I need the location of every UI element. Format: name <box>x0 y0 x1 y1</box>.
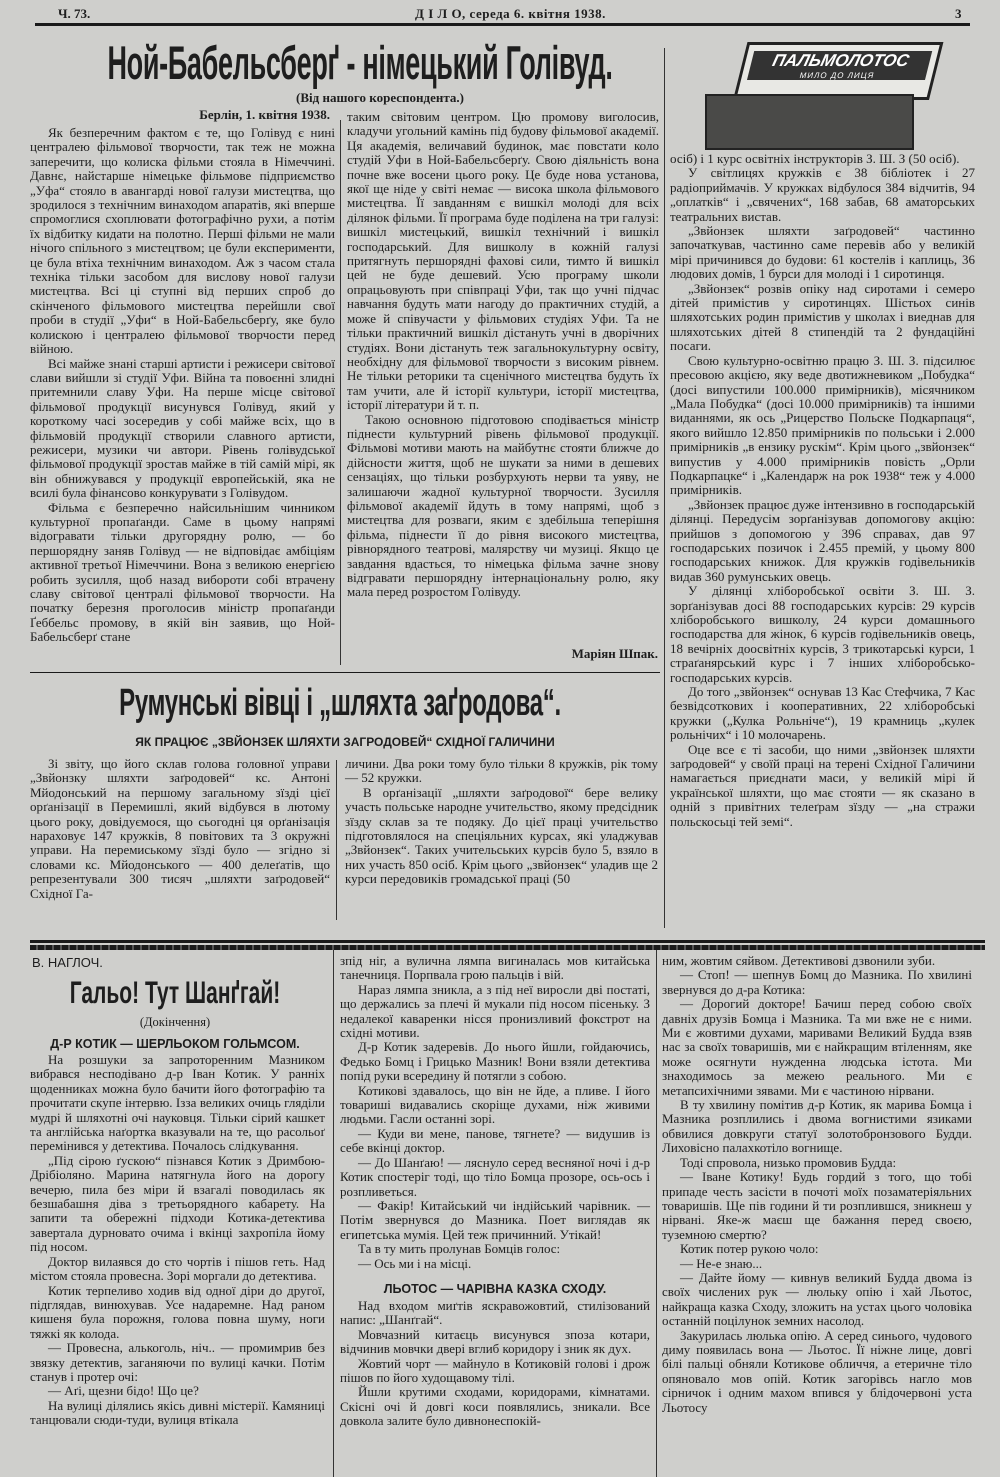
paragraph: — Дайте йому — кивнув великий Будда двома із своїх числених рук — люльку опію і хай Льотос, найкраща казка Сходу, зложить на устах цього чоловіка останній поцілунок земних насолод. <box>662 1269 972 1329</box>
page-number: 3 <box>955 6 962 21</box>
story-column-2 <box>340 954 650 1429</box>
masthead: Д І Л О, середа 6. квітня 1938. <box>415 6 606 21</box>
soap-box-top <box>733 42 943 100</box>
paragraph: зпід ніг, а вулична лямпа вигиналась мов китайська танечниця. Порпвала грою пальців і вій. <box>340 953 650 983</box>
section-divider <box>30 940 985 943</box>
ad-brand: ПАЛЬМОЛОТОС <box>749 51 932 71</box>
paragraph: У світлицях кружків є 38 бібліотек і 27 радіоприймачів. У кружках відбулося 384 відчитів, 94 „оплатків“ і „свячених“, 168 забав, 68 аматорських театральних вистав. <box>670 165 975 224</box>
paragraph: — Аґі, щезни бідо! Що це? <box>48 1383 199 1399</box>
paragraph: — Дорогий докторе! Бачиш перед собою своїх давніх друзів Бомца і Мазника. Та ми вже не є ними. Ми є жовтими духами, маривами Великий Будда взяв нас за своїх товаришів, ми є найкращим втіленням, яке може осягнути нужденна людська істота. Ми знаходимось за межею реального. Ми є метапсихічними зявами. Ми є частиною нірвани. <box>662 996 972 1098</box>
column-divider <box>336 760 337 920</box>
paragraph: — Стоп! — шепнув Бомц до Мазника. По хвилині звернувся до д-ра Котика: <box>662 967 972 997</box>
paragraph: На розшуки за запроторенним Мазником вибрався несподівано д-р Іван Котик. У ранніх щоденниках можна було бачити його фотографію та прочитати скупе інтервю. Ізза великих очиць гляділи мудрі й шляхотні очі науковця. Тільки сірий кашкет та англійська наґортка вказували на те, що расольоґ перемінився у детектива. Почалось слідкування. <box>30 1052 325 1154</box>
paragraph: осіб) і 1 курс освітніх інструкторів З. Ш. З (50 осіб). <box>670 151 960 166</box>
column-divider <box>340 120 341 665</box>
paragraph: Тоді спровола, низько промовив Будда: <box>680 1154 897 1170</box>
paragraph: Жовтий чорт — майнуло в Котиковій голові і дрож пішов по його худощавому тілі. <box>340 1355 650 1385</box>
paragraph: Всі майже знані старші артисти і режисери світової слави вийшли зі студії Уфи. Війна та повоєнні злидні притемнили славу Уфи. На перше місце світової фільмової продукції висунувся Голівуд, який у короткому часі зосередив у собі майже всіх, що в фільмовій продукції створили славного артисти, режисери, музики чи автори. Рівень голівудської фільмової продукції зростав майже в тій самій мірі, як він обнижувався у продукції европейській, яка не всилі була фінансово конкурувати з Голівудом. <box>30 355 335 501</box>
story-column-3 <box>662 954 972 1415</box>
article1-title: Ной-Бабельсберґ - німецький Голівуд. <box>107 36 613 90</box>
article2-column-3 <box>670 152 975 829</box>
article1-column-1 <box>30 126 335 645</box>
story-column-2-part-2 <box>340 1299 650 1429</box>
paragraph: „Звйонзек працює дуже інтензивно в господарській ділянці. Передусім зорґанізував допомогову акцію: прийшов з допомогою у 396 справах, дав 97 господарських позичок і 2.455 премій, у цьому 800 господарських книжок. Для кружків годівельників видав 360 румунських овець. <box>670 496 975 584</box>
paragraph: — До Шанґаю! — ляснуло серед весняної ночі і д-р Котик спостеріг тоді, що тіло Бомца прозоре, ось-ось і розпливеться. <box>340 1154 650 1199</box>
paragraph: „Під сірою ґускою“ пізнався Котик з Дримбою-Дрібіоляно. Марина натягнула його на дорогу вечерю, пила без міри й взагалі поводилась як безшабашня діва з третьорядного кабарету. На запити та обережні підходи Котика-детектива завертала дурновато очима і вкінці захропіла йому під носом. <box>30 1152 325 1255</box>
article2-column-2 <box>345 757 658 887</box>
ad-tagline: МИЛО ДО ЛИЦЯ <box>747 71 927 80</box>
paragraph: До того „звйонзек“ оснував 13 Кас Стефчика, 7 Кас безвідсоткових і кооперативних, 22 хліборобські кружки („Кулка Рольніче“), 19 крамниць „кулек рольнічих“ і 10 молочарень. <box>670 684 975 743</box>
soap-box-front <box>705 94 914 150</box>
paragraph: У ділянці хліборобської освіти З. Ш. З. зорґанізував досі 88 господарських курсів: 29 курсів хліборобського вишколу, 24 курси домашнього господарства для жінок, 6 курсів годівельників овець, 18 вечірніх доосвітніх курсів, 3 трикотарські курси, 1 страґанярський курс і 7 інших хліборобсько-господарських курсів. <box>670 583 975 685</box>
paragraph: Над входом миґтів яскравожовтий, стилізований напис: „Шанґгай“. <box>340 1297 650 1328</box>
paragraph: личини. Два роки тому було тільки 8 кружків, рік тому — 52 кружки. <box>345 756 658 786</box>
paragraph: Такою основною підготовою сподівається міністр піднести культурний рівень фільмової продукції. Фільмові мотиви мають на майбутнє стояти ближче до дійсности життя, щоб не шукати за ними в дешевих сензаціях, що тільки розбурхують нерви та уяву, не залишаючи жадної культурної творчости. Зусилля фільмової академії йдуть в тому напрямі, щоб з мистецтва для розваги, яким є здебільша теперішня фільма, піднести її до рівня високого мистецтва, рівнорядного театрові, малярству чи музиці. Якщо це завдання вдасться, то німецька фільма зачне знову відгравати першорядну інтернаціональну ролю, яку мала перед розростом Голівуду. <box>347 411 659 600</box>
paragraph: Оце все є ті засоби, що ними „звйонзек шляхти заґродовей“ у своїй праці на терені Східної Галичини намагається приєднати маси, у великій мірі й української шляхти, що має стояти — як сказано в одній з привітних телеґрам зїзду — „на стражи польскосьці тей земі“. <box>670 741 975 829</box>
paragraph: Йшли крутими сходами, коридорами, кімнатами. Скісні очі й довгі коси появлялись, зникали. Все довкола залите було дивнонеспокій- <box>340 1384 650 1429</box>
header-rule <box>35 23 970 26</box>
issue-number: Ч. 73. <box>58 6 91 21</box>
paragraph: ним, жовтим сяйвом. Детективові дзвонили зуби. <box>662 953 936 968</box>
paragraph: — Іване Котику! Будь гордий з того, що тобі припаде честь засісти в почоті моїх позаматеріяльних товаришів. Ще пів години й ти розплившся, зникнеш у нірвані. Яке-ж маєш ще бажання перед своєю, туземною смертю? <box>662 1169 972 1242</box>
story-column-1 <box>30 1053 325 1428</box>
article1-column-2 <box>347 110 659 600</box>
article1-byline: (Від нашого кореспондента.) <box>296 90 464 105</box>
column-divider <box>656 950 657 1477</box>
paragraph: Зі звіту, що його склав голова головної управи „Звйонзку шляхти заґродовей“ кс. Антоні Мйодонський на першому загальному зїзді цієї орґанізації в Перемишлі, який відбувся в лютому цього року, довідуємося, що сьогодні ця орґанізація нараховує 147 кружків, 8 повітових та 3 окружні управи. На перемиському зїзді було — згідно зі словами кс. Мйодонського — 400 делеґатів, що репрезентували 300 тисяч „шляхти заґродовей“ Східної Га- <box>30 756 330 901</box>
paragraph: таким світовим центром. Цю промову виголосив, кладучи угольний камінь під будову фільмової академії. Ця академія, величавий будинок, має повстати коло студій Уфи в Ной-Бабельсберґу. Свою діяльність вона почне вже восени цього року. Це буде нова установа, якої ще ніде у світі немає — висока школа фільмового мистецтва. Її завданням є вишкіл молоді для всіх ділянок фільми. Її програма буде поділена на три галузі: вишкіл мистецький, вишкіл технічний і вишкіл господарський. Для вишколу в кожній галузі притягнуть першорядні фахові сили, тимто й вишкіл цей не буде дешевий. Усю програму школи опрацьовують при співпраці Уфи, так що учні підчас навчання будуть мати нагоду до практичних студій, а може й співучасти у фільмових студіях Уфи. Та не тільки практичний вишкіл дістануть учні в дворічних студіях. Вони дістануть теж загальнокультурну освіту, необхідну для фільмової творчости з високим рівнем. Не тільки реторики та сценічного мистецтва будуть їх там учити, але й історії культури, історії мистецтва, історії літератури й т. п. <box>347 109 659 413</box>
paragraph: „Звйонзек шляхти заґродовей“ частинно започаткував, частинно саме перевів або у великій мірі причинився до будови: 61 костелів і каплиць, 36 людових домів, 1 бурси для молоді і 1 сиротинця. <box>670 223 975 282</box>
story-section-heading-2: ЛЬОТОС — ЧАРІВНА КАЗКА СХОДУ. <box>383 1281 607 1296</box>
story-author: В. НАГЛОЧ. <box>32 955 103 970</box>
story-note: (Докінчення) <box>139 1015 211 1029</box>
story-section-heading-1: Д-Р КОТИК — ШЕРЛЬОКОМ ГОЛЬМСОМ. <box>50 1037 300 1051</box>
paragraph: Нараз лямпа зникла, а з під неї виросли дві постаті, що держались за плечі й мукали під носом пісеньку. З недалекої каваренки нісся пронизливий фокстрот на східні мотиви. <box>340 981 650 1041</box>
paragraph: Як безперечним фактом є те, що Голівуд є нині централею фільмової творчости, так теж не можна заперечити, що колиска фільми стояла в Німеччині. Давнє, найстарше німецьке фільмове підприємство „Уфа“ стояло в авангарді нової галузи мистецтва, що зродилося з технічним винаходом апаратів, які вперше спромоглися схоплювати фотографічно рухи, а потім їх відбитку кидати на полотно. Перші фільми не мали нічого спільного з мистецтвом; це були експерименти, це була втіха технічним винаходом. Аж з часом стала техніка тільки засобом для вислову нової галузи мистецтва. Всі ці ступні від перших спроб до скінченого фільмового мистецтва перейшли свої проби в студії „Уфи“ в Ной-Бабельсберґу, яке було колискою і централею фільмової творчости перед війною. <box>30 125 335 357</box>
paragraph: На вулиці ділялись якісь дивні містерії. Камяниці танцювали сюди-туди, вулиця втікала <box>30 1397 325 1428</box>
section-divider-pattern <box>30 945 985 950</box>
article2-title: Румунські вівці і „шляхта заґродова“. <box>119 681 561 725</box>
palmolive-soap-ad[interactable] <box>705 42 935 150</box>
paragraph: — Ось ми і на місці. <box>358 1255 472 1271</box>
paragraph: „Звйонзек“ розвів опіку над сиротами і семеро дітей примістив у сиротинцях. Шістьох синів шляхотських родин примістив у школах і виеднав для шляхотських дітей 8 стипендій та 2 фундаційні посаги. <box>670 280 975 354</box>
paragraph: Котик потер рукою чоло: <box>680 1241 819 1257</box>
paragraph: В орґанізації „шляхти заґродової“ бере велику участь польське народне учительство, якому предсідник зїзду склав за те подяку. До цієї праці учительство підготовлялося на спеціяльних курсах, які уладжував „Звйонзек“. Таких учительських курсів було 5, взяло в них участь 850 осіб. Крім цього „звйонзек“ уладив ще 2 курси передовиків громадської праці (50 <box>345 784 658 887</box>
story-column-2-part-1 <box>340 954 650 1271</box>
paragraph: Закурилась люлька опію. А серед синього, чудового диму появилась вона — Льотос. Її ніжне лице, довгі білі пальці обняли Котикове обличчя, а етеричне тіло опяновало мов опій. Котик загорівсь нагло мов сірничок і одним махом впився у блідочервоні уста Льотосу <box>662 1327 972 1415</box>
paragraph: — Факір! Китайський чи індійський чарівник. — Потім звернувся до Мазника. Поет виглядав як египетська мумія. Цей теж причинний. Утікай! <box>340 1197 650 1242</box>
paragraph: Доктор вилаявся до сто чортів і пішов геть. Над містом стояла провесна. Зорі моргали до детектива. <box>30 1253 325 1284</box>
paragraph: Д-р Котик задеревів. До нього йшли, гойдаючись, Федько Бомц і Грицько Мазник! Вони взяли детектива попід руки всередину й потягли з собою. <box>340 1039 650 1084</box>
paragraph: — Куди ви мене, панове, тягнете? — видушив із себе вкінці доктор. <box>340 1125 650 1156</box>
story-title: Гальо! Тут Шанґгай! <box>69 976 281 1011</box>
article1-dateline: Берлін, 1. квітня 1938. <box>199 107 330 122</box>
paragraph: Фільма є безперечно найсильнішим чинником культурної пропаґанди. Саме в цьому напрямі відогравати тільки другорядну ролю, — бо першорядну заняв Голівуд — не відповідає амбіціям активної третьої Німеччини. Вона з великою енергією робить зусилля, щоб назад вибороти собі втрачену славу світової централі фільмової творчости. На початку березня проголосив міністр пропаґанди Ґеббельс промову, в якій він заявив, що Ной-Бабельсберґ стане <box>30 499 335 645</box>
paragraph: Та в ту мить пролунав Бомців голос: <box>358 1241 561 1257</box>
paragraph: Котик терпеливо ходив від одної діри до другої, підглядав, винюхував. Усе надаремне. Над раном кишеня була порожня, голова повна шуму, ноги тяжкі як колода. <box>30 1282 325 1341</box>
article2-subtitle: ЯК ПРАЦЮЄ „ЗВЙОНЗЕК ШЛЯХТИ ЗАГРОДОВЕЙ“ СХІДНОЇ ГАЛИЧИНИ <box>135 735 555 749</box>
article2-column-1 <box>30 757 330 901</box>
section-rule <box>30 672 660 673</box>
paragraph: — Не-е знаю... <box>680 1255 763 1271</box>
paragraph: Котикові здавалось, що він не йде, а пливе. І його товариші видавались скоріще духами, ніж живими людьми. Гасли останні зорі. <box>340 1082 650 1127</box>
paragraph: Мовчазний китаєць висунувся зпоза котари, відчинив мовчки двері вглиб коридору і зник як дух. <box>340 1326 650 1357</box>
paragraph: Свою культурно-освітню працю З. Ш. З. підсилює пресовою акцією, яку веде двотижневиком „Побудка“ (досі випустили 100.000 примірників), місячником „Мала Побудка“ (досі 10.000 примірників) та іншими виданнями, як ось „Рицерство Польске Подкарпаця“, якого вийшло 12.850 примірників по польськи і 2.000 примірників „в ензику рускім“. Крім цього „звйонзек“ випустив у 4.000 примірників повість „Орли Подкарпацке“ і „Календарж на рок 1938“ теж у 4.000 примірників. <box>670 352 975 498</box>
column-divider <box>333 950 334 1477</box>
column-divider <box>664 48 665 928</box>
article1-signature: Маріян Шпак. <box>571 646 658 661</box>
paragraph: — Провесна, алькоголь, ніч.. — промимрив без звязку детектив, заганяючи по вулиці качки. Потім станув і протер очі: <box>30 1340 325 1384</box>
paragraph: В ту хвилину помітив д-р Котик, як марива Бомца і Мазника розплились і двома вогнистими язиками обвилися довкруги статуї золотобронзового Будди. Лиховісно палахкотіло вогнище. <box>662 1097 972 1156</box>
